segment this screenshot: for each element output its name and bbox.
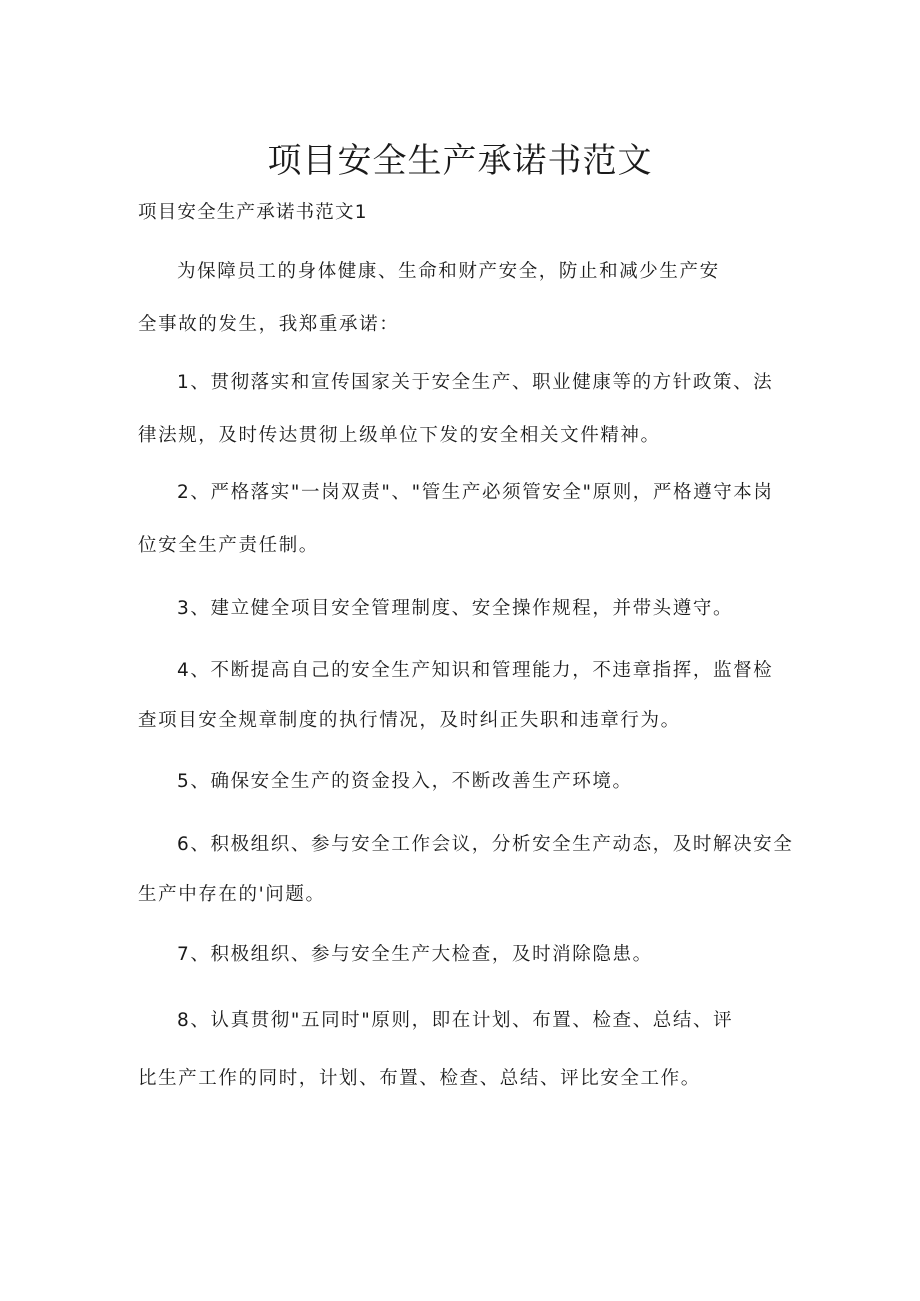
commitment-item-8-line-1: 8、认真贯彻"五同时"原则，即在计划、布置、检查、总结、评 — [177, 1010, 734, 1031]
document-subtitle: 项目安全生产承诺书范文1 — [138, 202, 368, 223]
commitment-item-8-line-2: 比生产工作的同时，计划、布置、检查、总结、评比安全工作。 — [138, 1068, 701, 1089]
intro-line-2: 全事故的发生，我郑重承诺： — [138, 314, 400, 335]
commitment-item-7-line-1: 7、积极组织、参与安全生产大检查，及时消除隐患。 — [177, 944, 653, 965]
commitment-item-6-line-2: 生产中存在的'问题。 — [138, 884, 326, 905]
commitment-item-3-line-1: 3、建立健全项目安全管理制度、安全操作规程，并带头遵守。 — [177, 598, 734, 619]
commitment-item-5-line-1: 5、确保安全生产的资金投入，不断改善生产环境。 — [177, 771, 633, 792]
intro-line-1: 为保障员工的身体健康、生命和财产安全，防止和减少生产安 — [177, 261, 720, 282]
commitment-item-2-line-2: 位安全生产责任制。 — [138, 535, 319, 556]
commitment-item-1-line-2: 律法规，及时传达贯彻上级单位下发的安全相关文件精神。 — [138, 425, 661, 446]
commitment-item-4-line-1: 4、不断提高自己的安全生产知识和管理能力，不违章指挥，监督检 — [177, 660, 774, 681]
page-title: 项目安全生产承诺书范文 — [267, 141, 653, 181]
commitment-item-4-line-2: 查项目安全规章制度的执行情况，及时纠正失职和违章行为。 — [138, 710, 681, 731]
commitment-item-1-line-1: 1、贯彻落实和宣传国家关于安全生产、职业健康等的方针政策、法 — [177, 372, 774, 393]
commitment-item-6-line-1: 6、积极组织、参与安全工作会议，分析安全生产动态，及时解决安全 — [177, 834, 794, 855]
commitment-item-2-line-1: 2、严格落实"一岗双责"、"管生产必须管安全"原则，严格遵守本岗 — [177, 482, 774, 503]
